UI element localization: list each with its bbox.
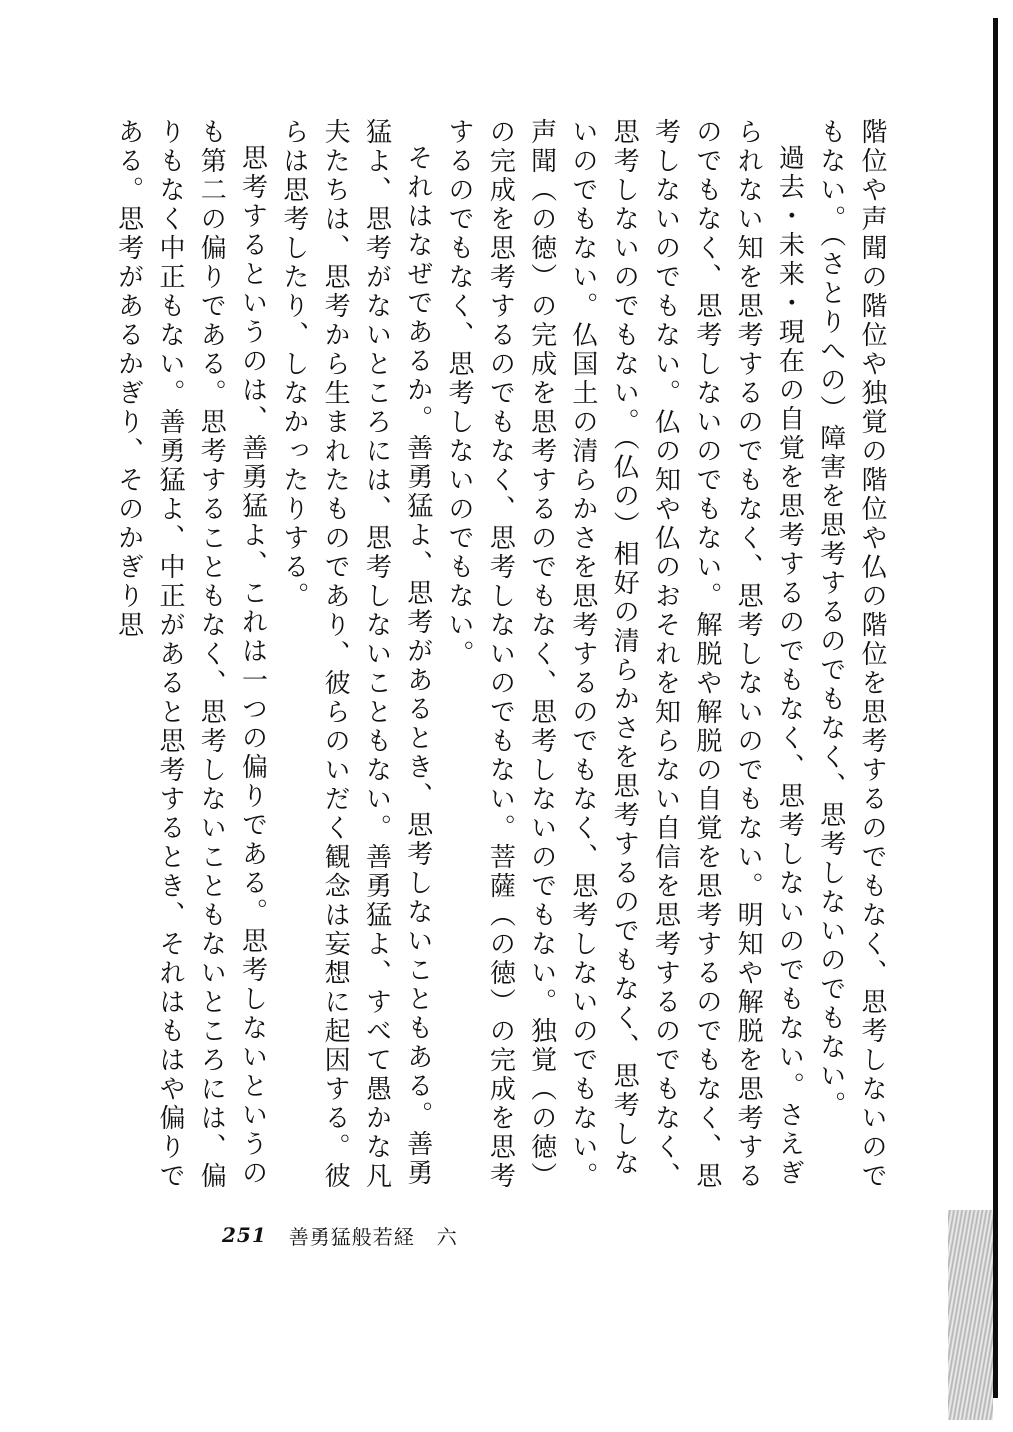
page-number: 251 xyxy=(222,1223,267,1247)
paragraph-1: 階位や声聞の階位や独覚の階位や仏の階位を思考するのでもなく、思考しないのでもない。（さとりへの）障害を思考するのでもなく、思考しないのでもない。 xyxy=(815,118,887,1191)
running-title: 善勇猛般若経 xyxy=(288,1224,415,1249)
paragraph-4: 思考するというのは、善勇猛よ、これは一つの偏りである。思考しないというのも第二の偏りである。思考することもなく、思考しないこともないところには、偏りもなく中正もない。善勇猛よ、中正があると思考するとき、それはもはや偏りである。思考があるかぎり、そのかぎり思 xyxy=(113,118,268,1191)
paragraph-2: 過去・未来・現在の自覚を思考するのでもなく、思考しないのでもない。さえぎられない知を思考するのでもなく、思考しないのでもない。明知や解脱を思考するのでもなく、思考しないのでもない。解脱や解脱の自覚を思考するのでもなく、思考しないのでもない。仏の知や仏のおそれを知らない自信を思考するのでもなく、思考しないのでもない。（仏の）相好の清らかさを思考するのでもなく、思考しないのでもない。仏国土の清らかさを思考するのでもなく、思考しないのでもない。声聞（の徳）の完成を思考するのでもなく、思考しないのでもない。独覚（の徳）の完成を思考するのでもなく、思考しないのでもない。菩薩（の徳）の完成を思考するのでもなく、思考しないのでもない。 xyxy=(444,118,805,1191)
book-spine-edge xyxy=(993,18,998,1398)
vertical-text-body xyxy=(113,118,892,1198)
page-edge-shadow xyxy=(948,1210,993,1420)
page-footer xyxy=(222,1220,458,1250)
chapter-number: 六 xyxy=(436,1224,458,1249)
paragraph-3: それはなぜであるか。善勇猛よ、思考があるとき、思考しないこともある。善勇猛よ、思考がないところには、思考しないこともない。善勇猛よ、すべて愚かな凡夫たちは、思考から生まれたものであり、彼らのいだく観念は妄想に起因する。彼らは思考したり、しなかったりする。 xyxy=(278,118,433,1191)
